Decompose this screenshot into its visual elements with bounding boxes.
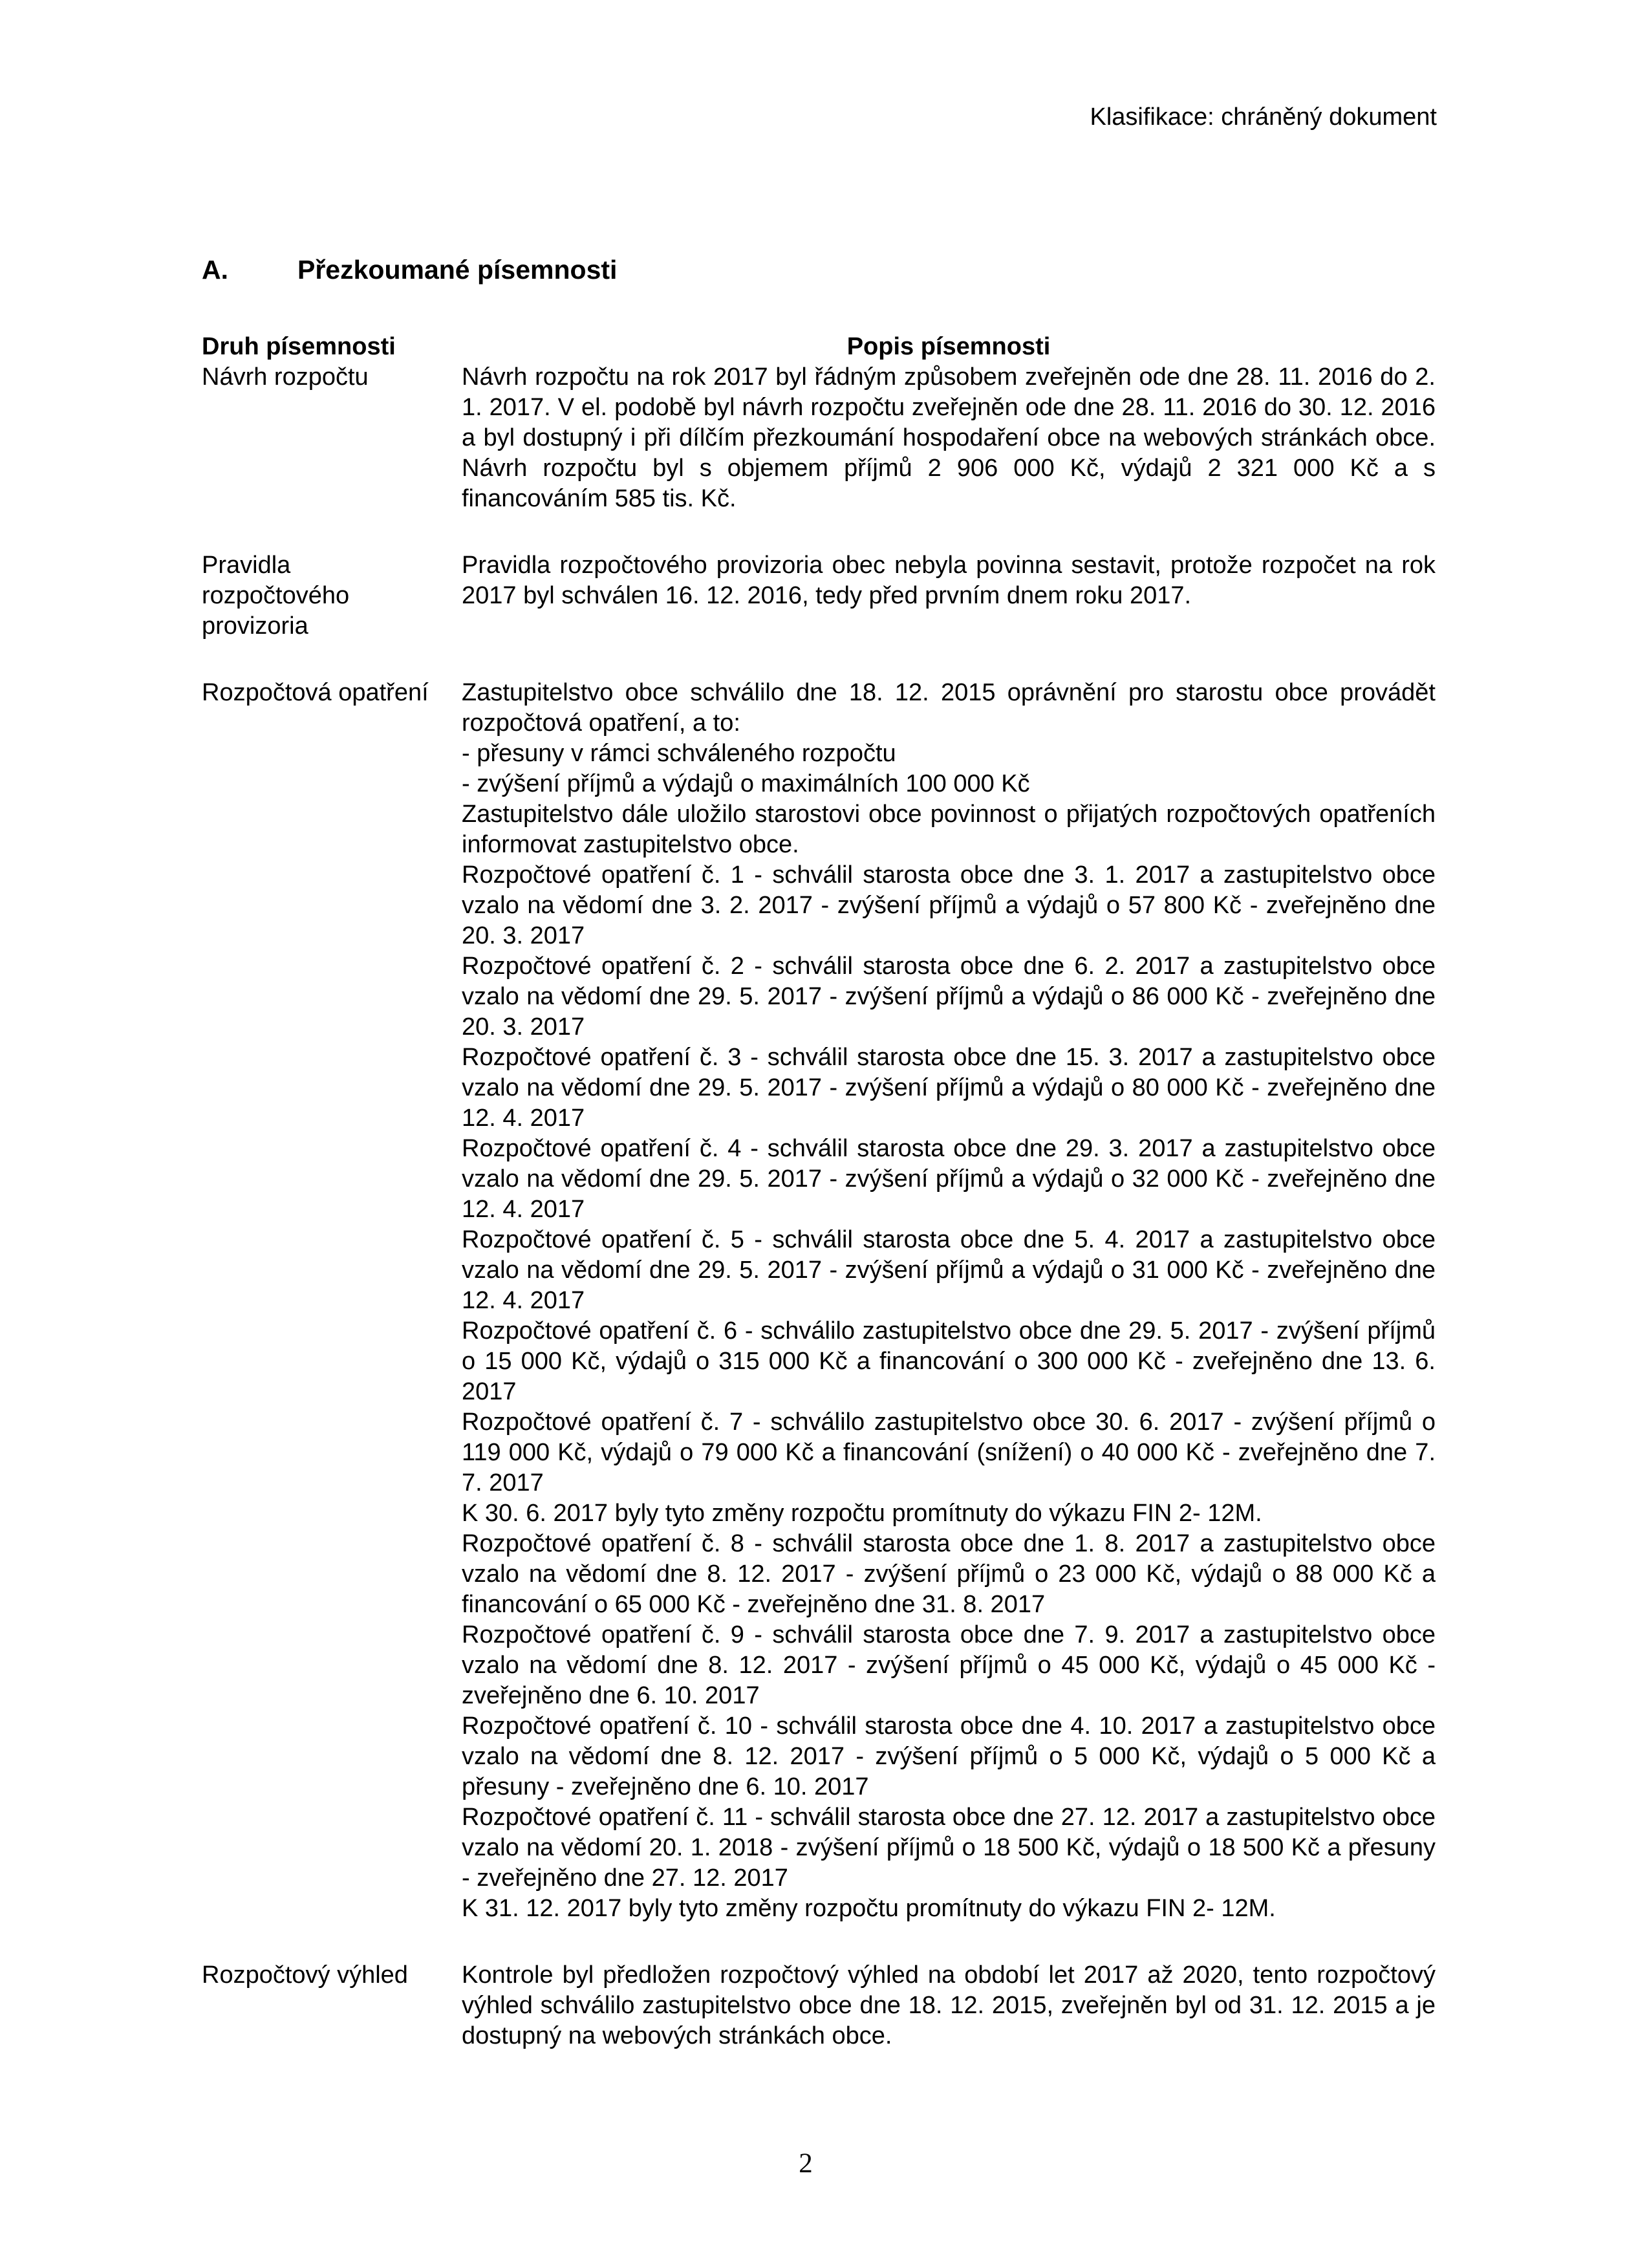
table-header-row	[202, 332, 1436, 362]
section-title: Přezkoumané písemnosti	[297, 255, 618, 285]
description-paragraph: Rozpočtové opatření č. 10 - schválil starosta obce dne 4. 10. 2017 a zastupitelstvo obce vzalo na vědomí dne 8. 12. 2017 - zvýšení příjmů o 5 000 Kč, výdajů o 5 000 Kč a přesuny - zveřejněno dne 6. 10. 2017	[462, 1712, 1436, 1800]
description-paragraph: K 30. 6. 2017 byly tyto změny rozpočtu promítnuty do výkazu FIN 2- 12M.	[462, 1500, 1262, 1527]
description-paragraph: Rozpočtové opatření č. 11 - schválil starosta obce dne 27. 12. 2017 a zastupitelstvo obce vzalo na vědomí 20. 1. 2018 - zvýšení příjmů o 18 500 Kč, výdajů o 18 500 Kč a přesuny - zveřejněno dne 27. 12. 2017	[462, 1804, 1436, 1892]
description-paragraph: Rozpočtové opatření č. 2 - schválil starosta obce dne 6. 2. 2017 a zastupitelstvo obce vzalo na vědomí dne 29. 5. 2017 - zvýšení příjmů a výdajů o 86 000 Kč - zveřejněno dne 20. 3. 2017	[462, 953, 1436, 1041]
classification-label: Klasifikace: chráněný dokument	[1090, 103, 1437, 131]
table-row	[202, 678, 1436, 1924]
description-paragraph: Rozpočtové opatření č. 6 - schválilo zastupitelstvo obce dne 29. 5. 2017 - zvýšení příjmů o 15 000 Kč, výdajů o 315 000 Kč a financování o 300 000 Kč - zveřejněno dne 13. 6. 2017	[462, 1317, 1436, 1405]
table-row	[202, 550, 1436, 642]
description-paragraph: Rozpočtové opatření č. 5 - schválil starosta obce dne 5. 4. 2017 a zastupitelstvo obce vzalo na vědomí dne 29. 5. 2017 - zvýšení příjmů a výdajů o 31 000 Kč - zveřejněno dne 12. 4. 2017	[462, 1226, 1436, 1314]
section-letter: A.	[202, 255, 228, 285]
document-description	[462, 362, 1436, 514]
description-paragraph: Kontrole byl předložen rozpočtový výhled na období let 2017 až 2020, tento rozpočtový výhled schválilo zastupitelstvo obce dne 18. 12. 2015, zveřejněn byl od 31. 12. 2015 a je dostupný na webových stránkách obce.	[462, 1961, 1436, 2049]
column-header-document-description: Popis písemnosti	[846, 333, 1051, 360]
document-type: Pravidla rozpočtového provizoria	[202, 552, 350, 640]
description-paragraph: Rozpočtové opatření č. 7 - schválilo zastupitelstvo obce 30. 6. 2017 - zvýšení příjmů o 119 000 Kč, výdajů o 79 000 Kč a financování (snížení) o 40 000 Kč - zveřejněno dne 7. 7. 2017	[462, 1409, 1436, 1496]
description-paragraph: Zastupitelstvo dále uložilo starostovi obce povinnost o přijatých rozpočtových opatřeních informovat zastupitelstvo obce.	[462, 801, 1436, 858]
description-paragraph: Rozpočtové opatření č. 9 - schválil starosta obce dne 7. 9. 2017 a zastupitelstvo obce vzalo na vědomí dne 8. 12. 2017 - zvýšení příjmů o 45 000 Kč, výdajů o 45 000 Kč - zveřejněno dne 6. 10. 2017	[462, 1621, 1436, 1709]
document-type: Rozpočtová opatření	[202, 679, 429, 706]
table-row	[202, 1960, 1436, 2051]
document-type: Rozpočtový výhled	[202, 1961, 408, 1989]
description-paragraph: - zvýšení příjmů a výdajů o maximálních 100 000 Kč	[462, 770, 1030, 797]
description-paragraph: Zastupitelstvo obce schválilo dne 18. 12. 2015 oprávnění pro starostu obce provádět rozpočtová opatření, a to:	[462, 679, 1436, 737]
document-description	[462, 678, 1436, 1924]
page-content	[202, 254, 1436, 2051]
column-header-document-type: Druh písemnosti	[202, 333, 396, 360]
description-paragraph: Rozpočtové opatření č. 4 - schválil starosta obce dne 29. 3. 2017 a zastupitelstvo obce vzalo na vědomí dne 29. 5. 2017 - zvýšení příjmů a výdajů o 32 000 Kč - zveřejněno dne 12. 4. 2017	[462, 1135, 1436, 1223]
description-paragraph: Rozpočtové opatření č. 8 - schválil starosta obce dne 1. 8. 2017 a zastupitelstvo obce vzalo na vědomí dne 8. 12. 2017 - zvýšení příjmů o 23 000 Kč, výdajů o 88 000 Kč a financování o 65 000 Kč - zveřejněno dne 31. 8. 2017	[462, 1530, 1436, 1618]
description-paragraph: K 31. 12. 2017 byly tyto změny rozpočtu promítnuty do výkazu FIN 2- 12M.	[462, 1895, 1276, 1922]
document-type: Návrh rozpočtu	[202, 363, 369, 391]
description-paragraph: Pravidla rozpočtového provizoria obec nebyla povinna sestavit, protože rozpočet na rok 2017 byl schválen 16. 12. 2016, tedy před prvním dnem roku 2017.	[462, 552, 1436, 609]
description-paragraph: Rozpočtové opatření č. 3 - schválil starosta obce dne 15. 3. 2017 a zastupitelstvo obce vzalo na vědomí dne 29. 5. 2017 - zvýšení příjmů a výdajů o 80 000 Kč - zveřejněno dne 12. 4. 2017	[462, 1044, 1436, 1132]
table-row	[202, 362, 1436, 514]
document-description	[462, 1960, 1436, 2051]
description-paragraph: - přesuny v rámci schváleného rozpočtu	[462, 740, 896, 767]
reviewed-documents-table	[202, 332, 1436, 2051]
description-paragraph: Návrh rozpočtu na rok 2017 byl řádným způsobem zveřejněn ode dne 28. 11. 2016 do 2. 1. 2017. V el. podobě byl návrh rozpočtu zveřejněn ode dne 28. 11. 2016 do 30. 12. 2016 a byl dostupný i při dílčím přezkoumání hospodaření obce na webových stránkách obce. Návrh rozpočtu byl s objemem příjmů 2 906 000 Kč, výdajů 2 321 000 Kč a s financováním 585 tis. Kč.	[462, 363, 1436, 512]
section-heading	[202, 254, 1436, 285]
page-number: 2	[799, 2148, 813, 2179]
description-paragraph: Rozpočtové opatření č. 1 - schválil starosta obce dne 3. 1. 2017 a zastupitelstvo obce vzalo na vědomí dne 3. 2. 2017 - zvýšení příjmů a výdajů o 57 800 Kč - zveřejněno dne 20. 3. 2017	[462, 861, 1436, 949]
table-rows	[202, 362, 1436, 2051]
document-description	[462, 550, 1436, 642]
